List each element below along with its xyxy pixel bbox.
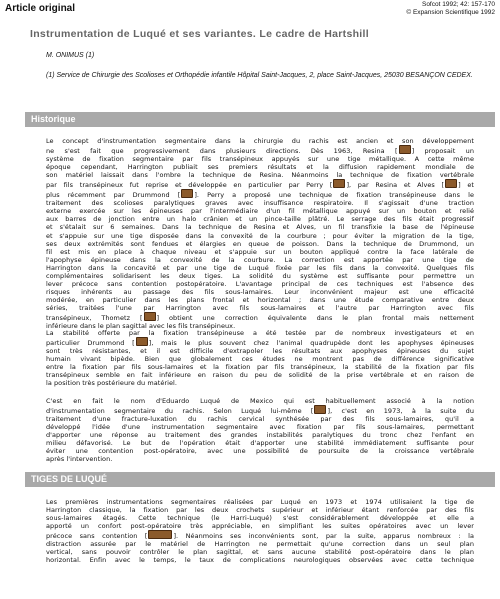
paragraph-1	[46, 137, 474, 330]
text-line: horizontal. Enfin avec le temps, le taux de complications neurologiques observées avec cette technique	[46, 556, 474, 565]
text-line: séries, traitées l'une par Harrington avec fils sous-lamaires et l'autre par Harrington avec fils	[46, 303, 474, 312]
text-line: La stabilité offerte par la fixation transépineuse a été testée par de nombreux investigateurs et en	[46, 329, 474, 337]
text-line: Harrington classique, la fixation par les deux crochets supérieur et inférieur étant renforcée par des fils	[46, 506, 474, 515]
text-line: inférieure dans le plan sagittal avec les fils transépineux.	[46, 322, 236, 331]
paragraph-3	[46, 397, 474, 463]
text-line: sont très résistantes, et il est difficile d'extrapoler les résultats aux apophyses épineuses du sujet	[46, 347, 474, 356]
text-line: précoce sans contention [ ]. Néanmoins ses inconvénients sont, par la suite, apparus nombreux : la	[46, 532, 474, 541]
text-line: système de fixation segmentaire par fils transépineux appuyés sur une tige métallique. A cette même	[46, 155, 474, 164]
text-line: époque cependant, Harrington publiait ses premiers résultats et la diffusion rapidement mondiale de	[46, 163, 474, 172]
text-line: éviter une contention post-opératoire, avec une possibilité de poursuite de la croissance vertébrale	[46, 447, 474, 456]
text-line: Le concept d'instrumentation segmentaire dans la chirurgie du rachis est ancien et son développement	[46, 137, 474, 145]
reference-link-icon[interactable]	[136, 337, 148, 346]
reference-link-icon[interactable]	[148, 530, 172, 539]
journal-reference	[406, 1, 495, 17]
text-line: et s'étalait sur 6 semaines. Dans la technique de Resina et Alves, un fil transfixie la base de l'épineuse	[46, 223, 474, 232]
text-line: transépineux semble en fait inférieure en raison du peu de solidité de la prise vertébrale et en raison de	[46, 371, 474, 380]
text-line: distraction assurée par le matériel de Harrington ne permettait qu'une correction dans un seul plan	[46, 540, 474, 549]
author-line: M. ONIMUS (1)	[46, 52, 95, 59]
paragraph-2	[46, 329, 474, 387]
paragraph-4	[46, 498, 474, 564]
text-line: traitement des scolioses paralytiques graves avec insuffisance respiratoire. Il s'agissait d'une traction	[46, 199, 474, 208]
journal-citation: Sofcot 1992; 42: 157-170	[421, 1, 495, 8]
reference-link-icon[interactable]	[314, 405, 326, 414]
text-line: lever précoce sans contention postopératoire. L'avantage principal de ces techniques est l'absence des	[46, 279, 474, 288]
reference-link-icon[interactable]	[144, 312, 156, 321]
text-line: risques inhérents au passage des fils sous-lamaires. Leur inconvénient majeur est une efficacité	[46, 287, 474, 296]
journal-copyright: © Expansion Scientifique 1992	[406, 9, 495, 16]
text-line: plus récemment par Drummond [ ]. Perry a proposé une technique de fixation transépineuse dans le	[46, 191, 474, 200]
author-affiliation: (1) Service de Chirurgie des Scolioses et Orthopédie infantile Hôpital Saint-Jacques, 2, place Saint-Jacques, 25030 BESANÇON CEDEX.	[46, 72, 473, 79]
text-line: traitement d'une fracture-luxation du rachis cervical synthésée par des fils sous-lamaires, qu'il a	[46, 415, 474, 424]
text-line: d'apporter une réponse au traitement des grandes instabilités paralytiques du tronc chez l'enfant en	[46, 431, 474, 440]
text-line: sous-lamaires étagés. Cette technique (le Harri-Luqué) s'est considérablement développée et elle a	[46, 514, 474, 523]
text-line: modérée, en particulier dans les plans frontal et horizontal ; dans une étude comparative entre deux	[46, 295, 474, 304]
text-line: et s'appuie sur une tige disposée dans la convexité de la courbure ; pour éviter la migration de la tige,	[46, 231, 474, 240]
text-line: ne s'est fait que progressivement dans plusieurs directions. Dès 1963, Resina [ ] proposait un	[46, 147, 474, 156]
article-type-label: Article original	[5, 3, 76, 14]
text-line: la position très postérieure du matériel.	[46, 379, 177, 388]
text-line: l'apophyse épineuse dans la convexité de la courbure. La correction est apportée par une tige de	[46, 255, 474, 264]
text-line: particulier Drummond [ ], mais le plus souvent chez l'animal quadrupède dont les apophyses épineuses	[46, 339, 474, 348]
text-line: par fils transépineux fut reprise et développée en particulier par Perry [ ], par Resina et Alves [ ] et	[46, 181, 474, 190]
text-line: milieu défavorisé. Le but de l'opération était d'apporter une stabilité immédiatement suffisante pour	[46, 439, 474, 448]
text-line: vertical, sans pouvoir contrôler le plan sagittal, et sans aucune stabilité post-opératoire dans le plan	[46, 548, 474, 557]
text-line: C'est en fait le nom d'Eduardo Luqué de Mexico qui est habituellement associé à la notion	[46, 397, 474, 405]
text-line: développé l'idée d'une instrumentation segmentaire avec fixation par fils sous-lamaires, permettant	[46, 423, 474, 432]
text-line: fil est mis en place à chaque niveau et s'appuie sur un bouton appliqué contre la face latérale de	[46, 247, 474, 256]
text-line: humain vivant bipède. Bien que globalement ces études ne montrent pas de différence significative	[46, 355, 474, 364]
section-heading-tiges: TIGES DE LUQUÉ	[25, 472, 495, 487]
text-line: aux barres de jonction entre un halo crânien et un pince-taille plâtré. Le serrage des fils était progressif	[46, 215, 474, 224]
page-header	[0, 0, 500, 24]
text-line: Les premières instrumentations segmentaires réalisées par Luqué en 1973 et 1974 utilisaient la tige de	[46, 498, 474, 506]
text-line: complémentaires solidarisent les deux tiges. La solidité du système est suffisante pour permettre un	[46, 271, 474, 280]
text-line: d'instrumentation segmentaire du rachis. Selon Luqué lui-même [ ], c'est en 1973, à la suite du	[46, 407, 474, 416]
reference-link-icon[interactable]	[333, 179, 345, 188]
section-heading-historique: Historique	[25, 112, 495, 127]
reference-link-icon[interactable]	[181, 189, 193, 198]
text-line: entre la fixation par fils sous-lamaires et la fixation par fils transépineux, la stabilité de la fixation par fils	[46, 363, 474, 372]
text-line: ses deux extrémités sont fendues et élargies en queue de poisson. Dans la technique de Drummond, un	[46, 239, 474, 248]
text-line: apporté un confort post-opératoire très appréciable, en simplifiant les suites opératoires avec un lever	[46, 522, 474, 531]
text-line: transépineux, Thometz [ ] obtient une correction équivalente dans le plan frontal mais nettement	[46, 313, 474, 322]
reference-link-icon[interactable]	[445, 179, 457, 188]
article-title: Instrumentation de Luqué et ses variantes. Le cadre de Hartshill	[30, 28, 369, 40]
text-line: son matériel laissait dans l'ombre la technique de Resina. Néanmoins la technique de fixation vertébrale	[46, 171, 474, 180]
reference-link-icon[interactable]	[399, 145, 411, 154]
text-line: externe exercée sur les épineuses par l'intermédiaire d'un fil métallique appuyé sur un bouton et relié	[46, 207, 474, 216]
text-line: Harrington dans la concavité et par une tige de Luqué fixée par les fils dans la convexité. Quelques fils	[46, 263, 474, 272]
text-line: après l'intervention.	[46, 455, 113, 464]
